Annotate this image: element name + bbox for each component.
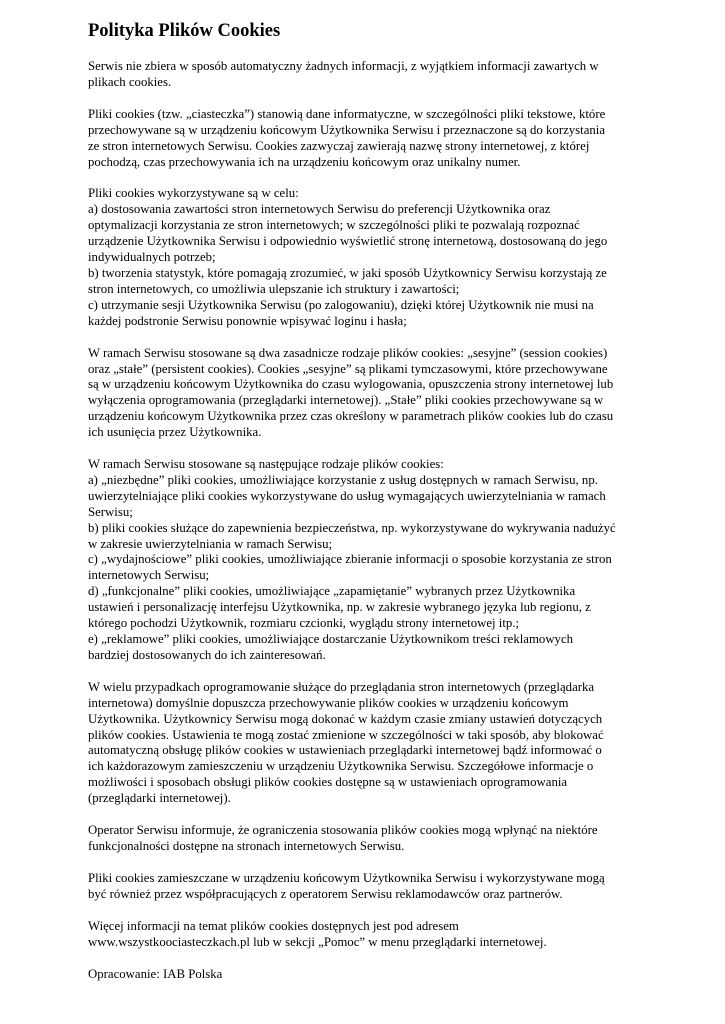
text-line: indywidualnych potrzeb; [88, 250, 216, 265]
text-line: plików cookies. Ustawienia te mogą zostać zmienione w szczególności w taki sposób, aby blokować [88, 727, 604, 742]
text-line: c) „wydajnościowe” pliki cookies, umożliwiające zbieranie informacji o sposobie korzystania ze stron [88, 552, 612, 567]
text-line: stron internetowych, co umożliwia ulepszanie ich struktury i zawartości; [88, 281, 460, 296]
text-line: możliwości i sposobach obsługi plików cookies dostępne są w ustawieniach oprogramowania [88, 775, 568, 790]
text-line: Pliki cookies wykorzystywane są w celu: [88, 186, 299, 201]
text-line: plikach cookies. [88, 74, 172, 89]
text-line: ich każdorazowym zamieszczeniu w urządzeniu Użytkownika Serwisu. Szczegółowe informacje o [88, 759, 594, 774]
paragraph [88, 59, 643, 91]
text-line: Pliki cookies (tzw. „ciasteczka”) stanowią dane informatyczne, w szczególności pliki tekstowe, które [88, 106, 606, 121]
text-line: przechowywane są w urządzeniu końcowym Użytkownika Serwisu i przeznaczone są do korzystania [88, 122, 606, 137]
paragraph [88, 919, 643, 951]
text-line: Operator Serwisu informuje, że ograniczenia stosowania plików cookies mogą wpłynąć na niektóre [88, 823, 598, 838]
paragraph [88, 346, 643, 441]
text-line: W ramach Serwisu stosowane są następujące rodzaje plików cookies: [88, 457, 444, 472]
text-line: bardziej dostosowanych do ich zainteresowań. [88, 647, 326, 662]
text-line: ustawień i personalizację interfejsu Użytkownika, np. w zakresie wybranego języka lub regionu, z [88, 600, 591, 615]
text-line: uwierzytelniające pliki cookies wykorzystywane do usług wymagających uwierzytelniania w ramach [88, 488, 606, 503]
text-line: (przeglądarki internetowej). [88, 791, 231, 806]
text-line: d) „funkcjonalne” pliki cookies, umożliwiające „zapamiętanie” wybranych przez Użytkownika [88, 584, 576, 599]
text-line: internetowa) domyślnie dopuszcza przechowywanie plików cookies w urządzeniu końcowym [88, 695, 569, 710]
text-line: pochodzą, czas przechowywania ich na urządzeniu końcowym oraz unikalny numer. [88, 154, 521, 169]
paragraph [88, 967, 643, 983]
text-line: optymalizacji korzystania ze stron internetowych; w szczególności pliki te pozwalają rozpoznać [88, 218, 580, 233]
text-line: Serwisu; [88, 504, 133, 519]
paragraph [88, 871, 643, 903]
text-line: W wielu przypadkach oprogramowanie służące do przeglądania stron internetowych (przeglądarka [88, 679, 595, 694]
text-line: Serwis nie zbiera w sposób automatyczny żadnych informacji, z wyjątkiem informacji zawartych w [88, 59, 599, 73]
text-line: a) dostosowania zawartości stron internetowych Serwisu do preferencji Użytkownika oraz [88, 202, 551, 217]
document-page [88, 20, 643, 998]
text-line: Pliki cookies zamieszczane w urządzeniu końcowym Użytkownika Serwisu i wykorzystywane mogą [88, 870, 605, 885]
text-line: ze stron internetowych Serwisu. Cookies zazwyczaj zawierają nazwę strony internetowej, z której [88, 138, 590, 153]
document-body [88, 59, 643, 982]
text-line: b) tworzenia statystyk, które pomagają zrozumieć, w jaki sposób Użytkownicy Serwisu korzystają ze [88, 265, 607, 280]
text-line: www.wszystkoociasteczkach.pl lub w sekcji „Pomoc” w menu przeglądarki internetowej. [88, 934, 547, 949]
text-line: a) „niezbędne” pliki cookies, umożliwiające korzystanie z usług dostępnych w ramach Serwisu, np. [88, 472, 598, 487]
text-line: oraz „stałe” (persistent cookies). Cookies „sesyjne” są plikami tymczasowymi, które przechowywane [88, 361, 608, 376]
text-line: Więcej informacji na temat plików cookies dostępnych jest pod adresem [88, 918, 459, 933]
text-line: każdej podstronie Serwisu ponownie wpisywać loginu i hasła; [88, 313, 407, 328]
text-line: być również przez współpracujących z operatorem Serwisu reklamodawców oraz partnerów. [88, 886, 563, 901]
text-line: b) pliki cookies służące do zapewnienia bezpieczeństwa, np. wykorzystywane do wykrywania nadużyć [88, 520, 616, 535]
page-title: Polityka Plików Cookies [88, 21, 281, 41]
text-line: wyłączenia oprogramowania (przeglądarki internetowej). „Stałe” pliki cookies przechowywane są w [88, 393, 604, 408]
text-line: urządzenie Użytkownika Serwisu i odpowiednio wyświetlić stronę internetową, dostosowaną do jego [88, 234, 608, 249]
text-line: ich usunięcia przez Użytkownika. [88, 425, 262, 440]
text-line: automatyczną obsługę plików cookies w ustawieniach przeglądarki internetowej bądź informować o [88, 743, 602, 758]
paragraph [88, 680, 643, 807]
paragraph [88, 107, 643, 171]
text-line: c) utrzymanie sesji Użytkownika Serwisu (po zalogowaniu), dzięki której Użytkownik nie musi na [88, 297, 594, 312]
text-line: internetowych Serwisu; [88, 568, 210, 583]
text-line: są w urządzeniu końcowym Użytkownika do czasu wylogowania, opuszczenia strony internetowej lub [88, 377, 614, 392]
text-line: urządzeniu końcowym Użytkownika przez czas określony w parametrach plików cookies lub do czasu [88, 409, 614, 424]
paragraph [88, 186, 643, 329]
paragraph [88, 823, 643, 855]
text-line: W ramach Serwisu stosowane są dwa zasadnicze rodzaje plików cookies: „sesyjne” (session cookies) [88, 345, 608, 360]
text-line: e) „reklamowe” pliki cookies, umożliwiające dostarczanie Użytkownikom treści reklamowych [88, 632, 574, 646]
text-line: Użytkownika. Użytkownicy Serwisu mogą dokonać w każdym czasie zmiany ustawień dotyczących [88, 711, 603, 726]
text-line: w zakresie uwierzytelniania w ramach Serwisu; [88, 536, 333, 551]
text-line: funkcjonalności dostępne na stronach internetowych Serwisu. [88, 838, 405, 853]
text-line: Opracowanie: IAB Polska [88, 966, 223, 981]
text-line: którego pochodzi Użytkownik, rozmiaru czcionki, wyglądu strony internetowej itp.; [88, 616, 520, 631]
paragraph [88, 457, 643, 664]
